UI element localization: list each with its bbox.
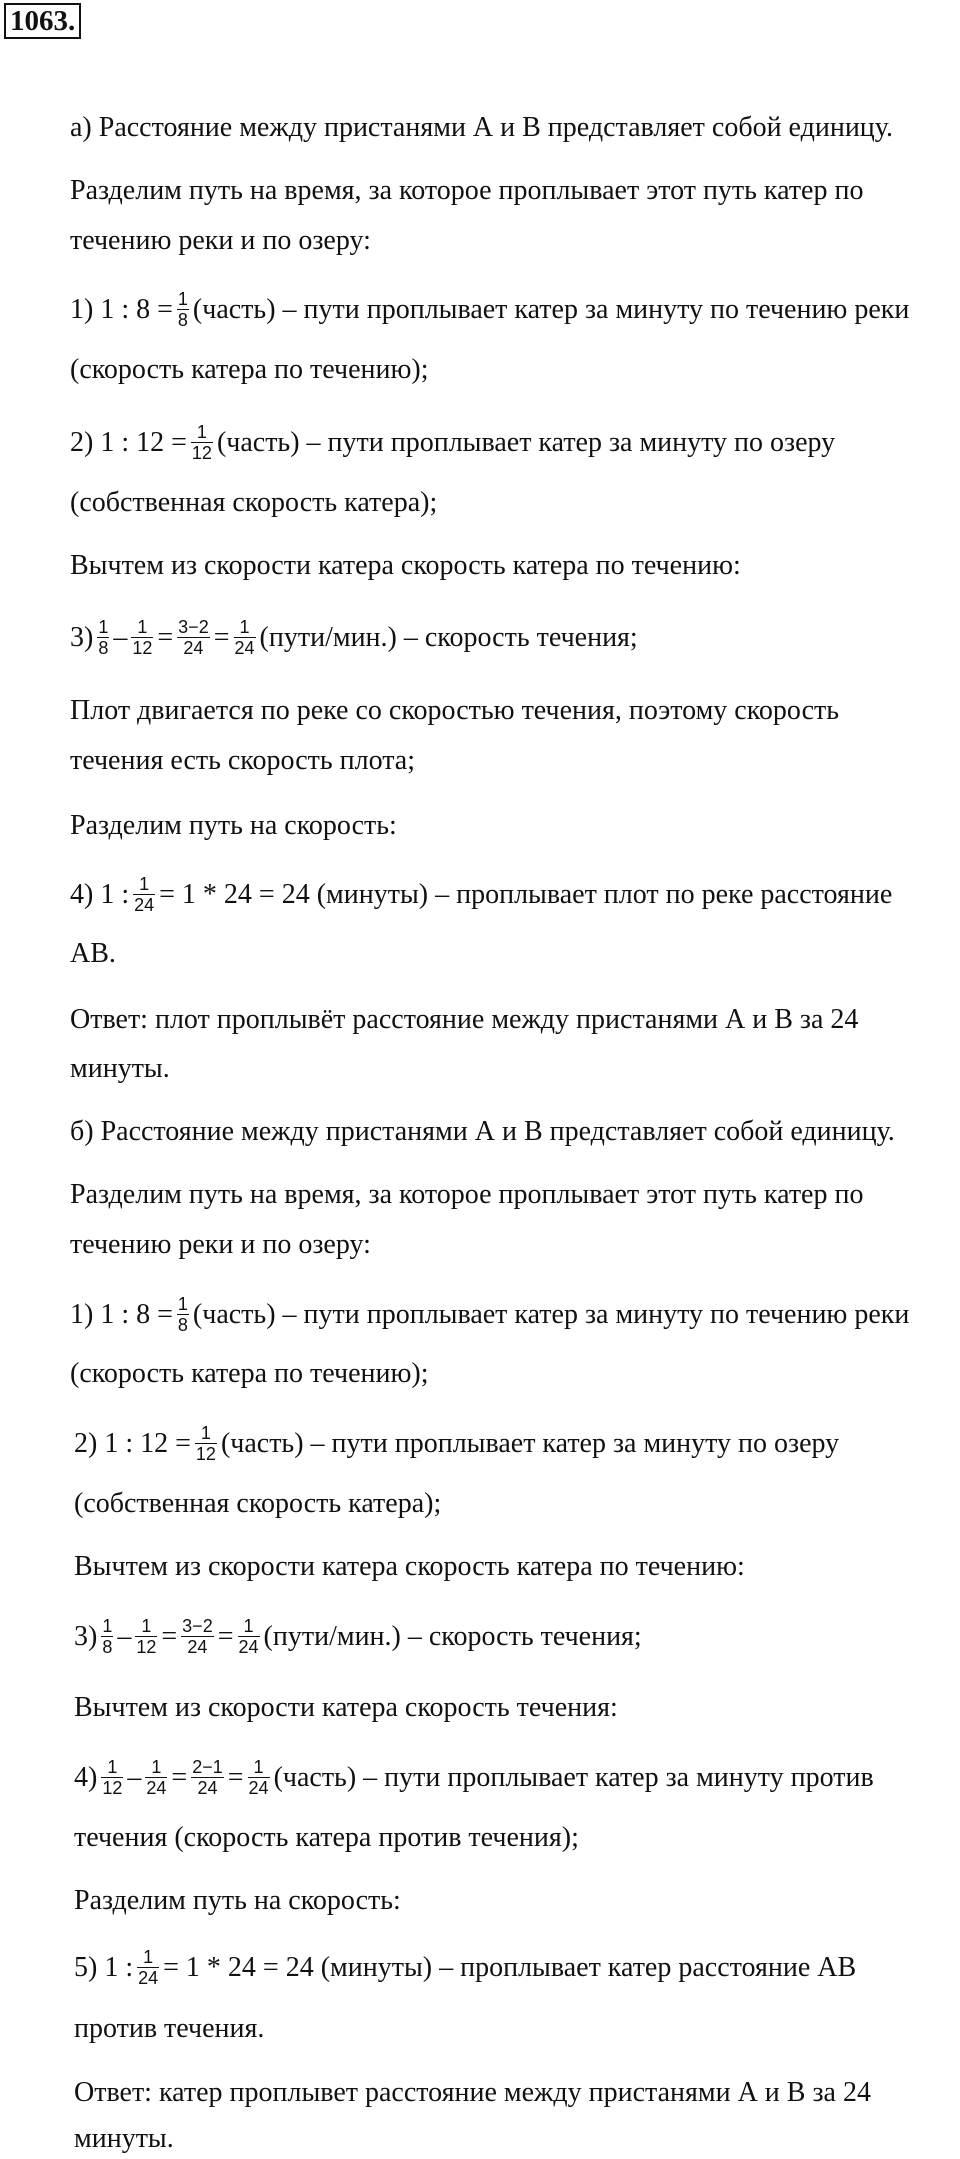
part-a-raft-line-1: Плот двигается по реке со скоростью течения, поэтому скорость: [70, 695, 840, 726]
fraction-numerator: 1: [98, 617, 109, 638]
part-b-step-2-continuation: (собственная скорость катера);: [74, 1488, 442, 1519]
fraction: [177, 289, 189, 330]
step-text: = 1 * 24 = 24 (минуты) – проплывает плот по реке расстояние: [159, 879, 893, 910]
fraction: [248, 1757, 270, 1798]
step-text: (часть) – пути проплывает катер за минуту по течению реки: [192, 1299, 910, 1330]
step-prefix: 4) 1 :: [70, 879, 130, 910]
part-a-step-1-continuation: (скорость катера по течению);: [70, 354, 429, 385]
fraction-numerator: 3−2: [182, 1616, 213, 1637]
part-a-step-2-continuation: (собственная скорость катера);: [70, 487, 438, 518]
step-prefix: 3): [74, 1621, 98, 1652]
equals-sign: =: [157, 622, 174, 653]
fraction-denominator: 8: [177, 1315, 188, 1336]
equals-sign: =: [171, 1762, 188, 1793]
step-text: = 1 * 24 = 24 (минуты) – проплывает катер расстояние АВ: [163, 1952, 857, 1983]
minus-sign: –: [117, 1621, 132, 1652]
fraction-numerator: 2−1: [192, 1757, 223, 1778]
part-a-raft-line-2: течения есть скорость плота;: [70, 745, 415, 776]
fraction-denominator: 24: [238, 1637, 259, 1658]
part-b-divide-speed: Разделим путь на скорость:: [74, 1885, 401, 1916]
fraction: [238, 1616, 260, 1657]
fraction: [181, 1616, 214, 1657]
fraction: [195, 1423, 217, 1464]
part-b-answer-line-1: Ответ: катер проплывет расстояние между пристанями А и В за 24: [74, 2077, 871, 2108]
step-text: (часть) – пути проплывает катер за минуту по озеру: [220, 1428, 840, 1459]
equals-sign: =: [213, 622, 230, 653]
fraction-numerator: 1: [133, 874, 155, 895]
fraction-denominator: 24: [197, 1778, 218, 1799]
part-b-subtract-2: Вычтем из скорости катера скорость течения:: [74, 1692, 618, 1723]
minus-sign: –: [127, 1762, 142, 1793]
fraction-numerator: 1: [248, 1757, 270, 1778]
step-text: (часть) – пути проплывает катер за минуту по течению реки: [192, 294, 910, 325]
fraction-denominator: 12: [191, 443, 212, 464]
fraction-denominator: 24: [248, 1778, 269, 1799]
step-prefix: 2) 1 : 12 =: [70, 427, 187, 458]
fraction-numerator: 1: [195, 1423, 217, 1444]
fraction: [133, 874, 155, 915]
fraction: [131, 617, 153, 658]
fraction-denominator: 8: [177, 310, 188, 331]
step-prefix: 2) 1 : 12 =: [74, 1428, 191, 1459]
fraction-numerator: 3−2: [178, 617, 209, 638]
fraction: [145, 1757, 167, 1798]
step-text: (часть) – пути проплывает катер за минуту против: [273, 1762, 874, 1793]
step-prefix: 4): [74, 1762, 98, 1793]
part-a-answer-line-1: Ответ: плот проплывёт расстояние между пристанями А и В за 24: [70, 1004, 859, 1035]
fraction: [234, 617, 256, 658]
part-b-intro: б) Расстояние между пристанями А и В представляет собой единицу.: [70, 1116, 895, 1147]
equals-sign: =: [161, 1621, 178, 1652]
equals-sign: =: [227, 1762, 244, 1793]
step-text: (пути/мин.) – скорость течения;: [259, 622, 638, 653]
step-text: (пути/мин.) – скорость течения;: [263, 1621, 642, 1652]
fraction-numerator: 1: [102, 1616, 113, 1637]
part-b-step-4: [74, 1758, 874, 1800]
fraction-numerator: 1: [177, 1294, 188, 1315]
fraction: [137, 1947, 159, 1988]
fraction-numerator: 1: [191, 422, 213, 443]
part-a-intro: а) Расстояние между пристанями А и В представляет собой единицу.: [70, 112, 893, 143]
part-b-step-1-continuation: (скорость катера по течению);: [70, 1358, 429, 1389]
fraction-denominator: 8: [98, 638, 109, 659]
problem-number: 1063.: [4, 3, 81, 39]
part-a-divide-line-1: Разделим путь на время, за которое проплывает этот путь катер по: [70, 175, 864, 206]
fraction-denominator: 12: [136, 1637, 157, 1658]
part-b-answer-line-2: минуты.: [74, 2123, 174, 2154]
step-prefix: 1) 1 : 8 =: [70, 294, 173, 325]
fraction: [177, 1294, 189, 1335]
fraction-denominator: 24: [234, 638, 255, 659]
part-b-step-5-continuation: против течения.: [74, 2013, 265, 2044]
minus-sign: –: [113, 622, 128, 653]
part-b-subtract-1: Вычтем из скорости катера скорость катера по течению:: [74, 1551, 745, 1582]
step-text: (часть) – пути проплывает катер за минуту по озеру: [216, 427, 836, 458]
fraction-denominator: 12: [195, 1444, 216, 1465]
fraction-numerator: 1: [135, 1616, 157, 1637]
step-prefix: 5) 1 :: [74, 1952, 134, 1983]
fraction-numerator: 1: [238, 1616, 260, 1637]
fraction: [101, 1757, 123, 1798]
fraction: [101, 1616, 113, 1657]
fraction: [97, 617, 109, 658]
fraction-numerator: 1: [137, 1947, 159, 1968]
step-prefix: 3): [70, 622, 94, 653]
part-a-step-4: [70, 875, 892, 917]
part-b-divide-line-2: течению реки и по озеру:: [70, 1229, 371, 1260]
part-b-step-1: [70, 1295, 909, 1337]
fraction-denominator: 8: [102, 1637, 113, 1658]
part-b-step-4-continuation: течения (скорость катера против течения);: [74, 1822, 579, 1853]
fraction-numerator: 1: [131, 617, 153, 638]
fraction: [135, 1616, 157, 1657]
part-a-step-2: [70, 423, 835, 465]
fraction-denominator: 12: [132, 638, 153, 659]
equals-sign: =: [217, 1621, 234, 1652]
part-a-step-1: [70, 290, 909, 332]
fraction-numerator: 1: [101, 1757, 123, 1778]
fraction-numerator: 1: [145, 1757, 167, 1778]
fraction-denominator: 24: [146, 1778, 167, 1799]
fraction-numerator: 1: [234, 617, 256, 638]
part-a-divide-line-2: течению реки и по озеру:: [70, 225, 371, 256]
part-b-step-3: [74, 1617, 642, 1659]
part-b-divide-line-1: Разделим путь на время, за которое проплывает этот путь катер по: [70, 1179, 864, 1210]
fraction-denominator: 24: [134, 895, 155, 916]
part-a-step-4-continuation: АВ.: [70, 938, 116, 969]
fraction-denominator: 12: [102, 1778, 123, 1799]
fraction: [191, 422, 213, 463]
part-a-subtract: Вычтем из скорости катера скорость катера по течению:: [70, 550, 741, 581]
part-b-step-2: [74, 1424, 839, 1466]
fraction-denominator: 24: [187, 1637, 208, 1658]
fraction: [177, 617, 210, 658]
part-a-divide-speed: Разделим путь на скорость:: [70, 810, 397, 841]
part-a-step-3: [70, 618, 638, 660]
step-prefix: 1) 1 : 8 =: [70, 1299, 173, 1330]
fraction-denominator: 24: [183, 638, 204, 659]
fraction-numerator: 1: [177, 289, 188, 310]
fraction: [191, 1757, 224, 1798]
fraction-denominator: 24: [138, 1968, 159, 1989]
part-a-answer-line-2: минуты.: [70, 1053, 170, 1084]
part-b-step-5: [74, 1948, 856, 1990]
